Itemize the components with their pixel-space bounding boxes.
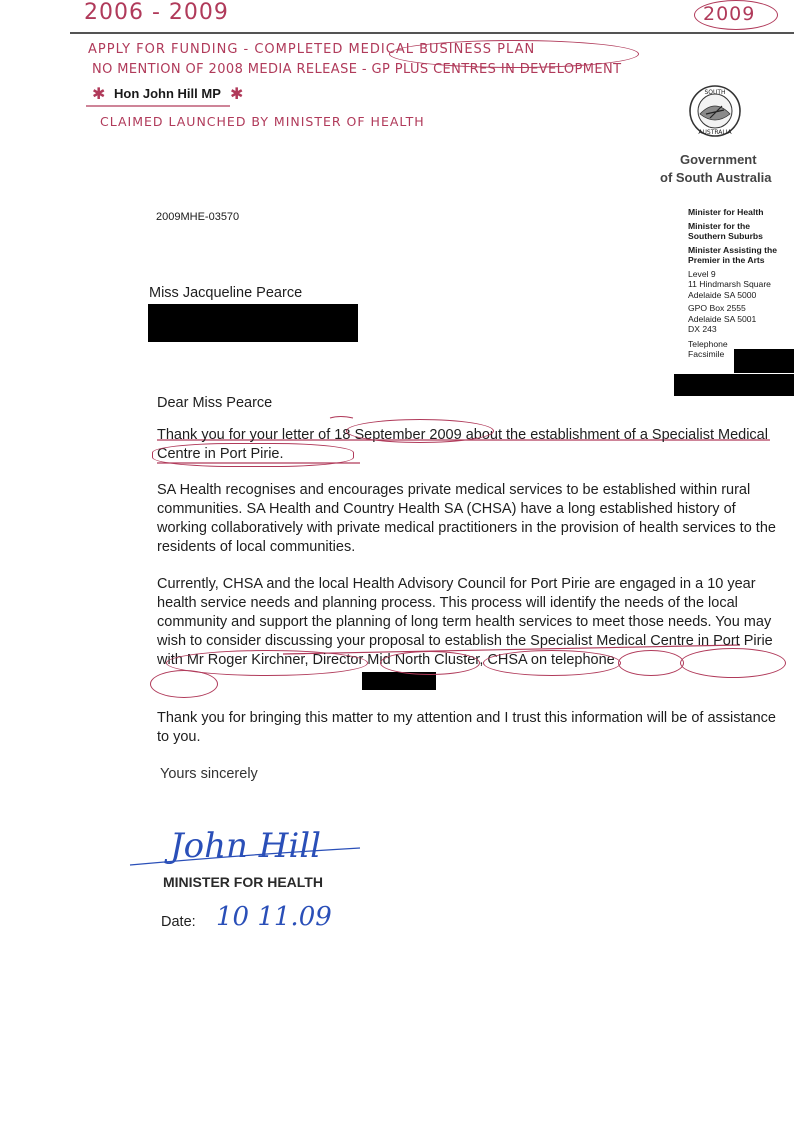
government-line-2: of South Australia (660, 170, 772, 185)
paragraph-2: SA Health recognises and encourages private medical services to be established within rural communities. SA Health and Country Health SA (CHSA) have a long established history of working collaboratively with private medical practitioners in the provision of health services to the residents of local communities. (157, 482, 776, 555)
address-line: 11 Hindmarsh Square (688, 279, 771, 289)
postal-line: GPO Box 2555 (688, 303, 746, 313)
svg-text:SOUTH: SOUTH (704, 89, 726, 96)
annotation-years: 2006 - 2009 (84, 0, 229, 25)
telephone-label: Telephone (688, 338, 728, 349)
role-line: Minister for the (688, 220, 751, 231)
role-line: Minister for Health (688, 207, 764, 217)
closing: Yours sincerely (160, 766, 258, 782)
annotation-funding-note: APPLY FOR FUNDING - COMPLETED MEDICAL BUSINESS PLAN (88, 42, 536, 57)
government-line-1: Government (680, 152, 757, 167)
paragraph-1: Thank you for your letter of 18 September 2009 about the establishment of a Specialist Medical Centre in Port Pirie. (157, 427, 768, 462)
paragraph-3: Currently, CHSA and the local Health Advisory Council for Port Pirie are engaged in a 10 year health service needs and planning process. This process will identify the needs of the local community and support the planning of long term health services to meet those needs. You may wish to consider discussing your proposal to establish the Specialist Medical Centre in Port Pirie with Mr Roger Kirchner, Director Mid North Cluster, CHSA on telephone (157, 576, 773, 668)
role-line: Southern Suburbs (688, 231, 763, 241)
star-mark: ✱ (92, 86, 106, 103)
star-mark: ✱ (230, 86, 244, 103)
postal-line: Adelaide SA 5001 (688, 313, 757, 324)
signature: John Hill (170, 826, 321, 866)
address-line: Level 9 (688, 268, 716, 279)
annotation-media-note: NO MENTION OF 2008 MEDIA RELEASE - GP PLUS CENTRES IN DEVELOPMENT (92, 62, 622, 77)
role-line: Premier in the Arts (688, 255, 765, 265)
reference-number: 2009MHE-03570 (156, 211, 240, 223)
svg-text:AUSTRALIA: AUSTRALIA (698, 129, 732, 136)
date-label: Date: (161, 914, 196, 930)
address-line: Adelaide SA 5000 (688, 289, 757, 300)
signatory-title: MINISTER FOR HEALTH (163, 874, 323, 890)
minister-name: Hon John Hill MP (114, 86, 221, 101)
role-line: Minister Assisting the (688, 244, 777, 255)
salutation: Dear Miss Pearce (157, 395, 273, 411)
facsimile-label: Facsimile (688, 349, 725, 359)
annotation-year-circled: 2009 (703, 3, 756, 25)
postal-line: DX 243 (688, 324, 717, 334)
paragraph-4: Thank you for bringing this matter to my attention and I trust this information will be of assistance to you. (157, 710, 776, 745)
recipient-name: Miss Jacqueline Pearce (149, 285, 303, 301)
annotation-claimed-note: CLAIMED LAUNCHED BY MINISTER OF HEALTH (100, 114, 425, 129)
handwritten-date: 10 11.09 (216, 902, 332, 932)
